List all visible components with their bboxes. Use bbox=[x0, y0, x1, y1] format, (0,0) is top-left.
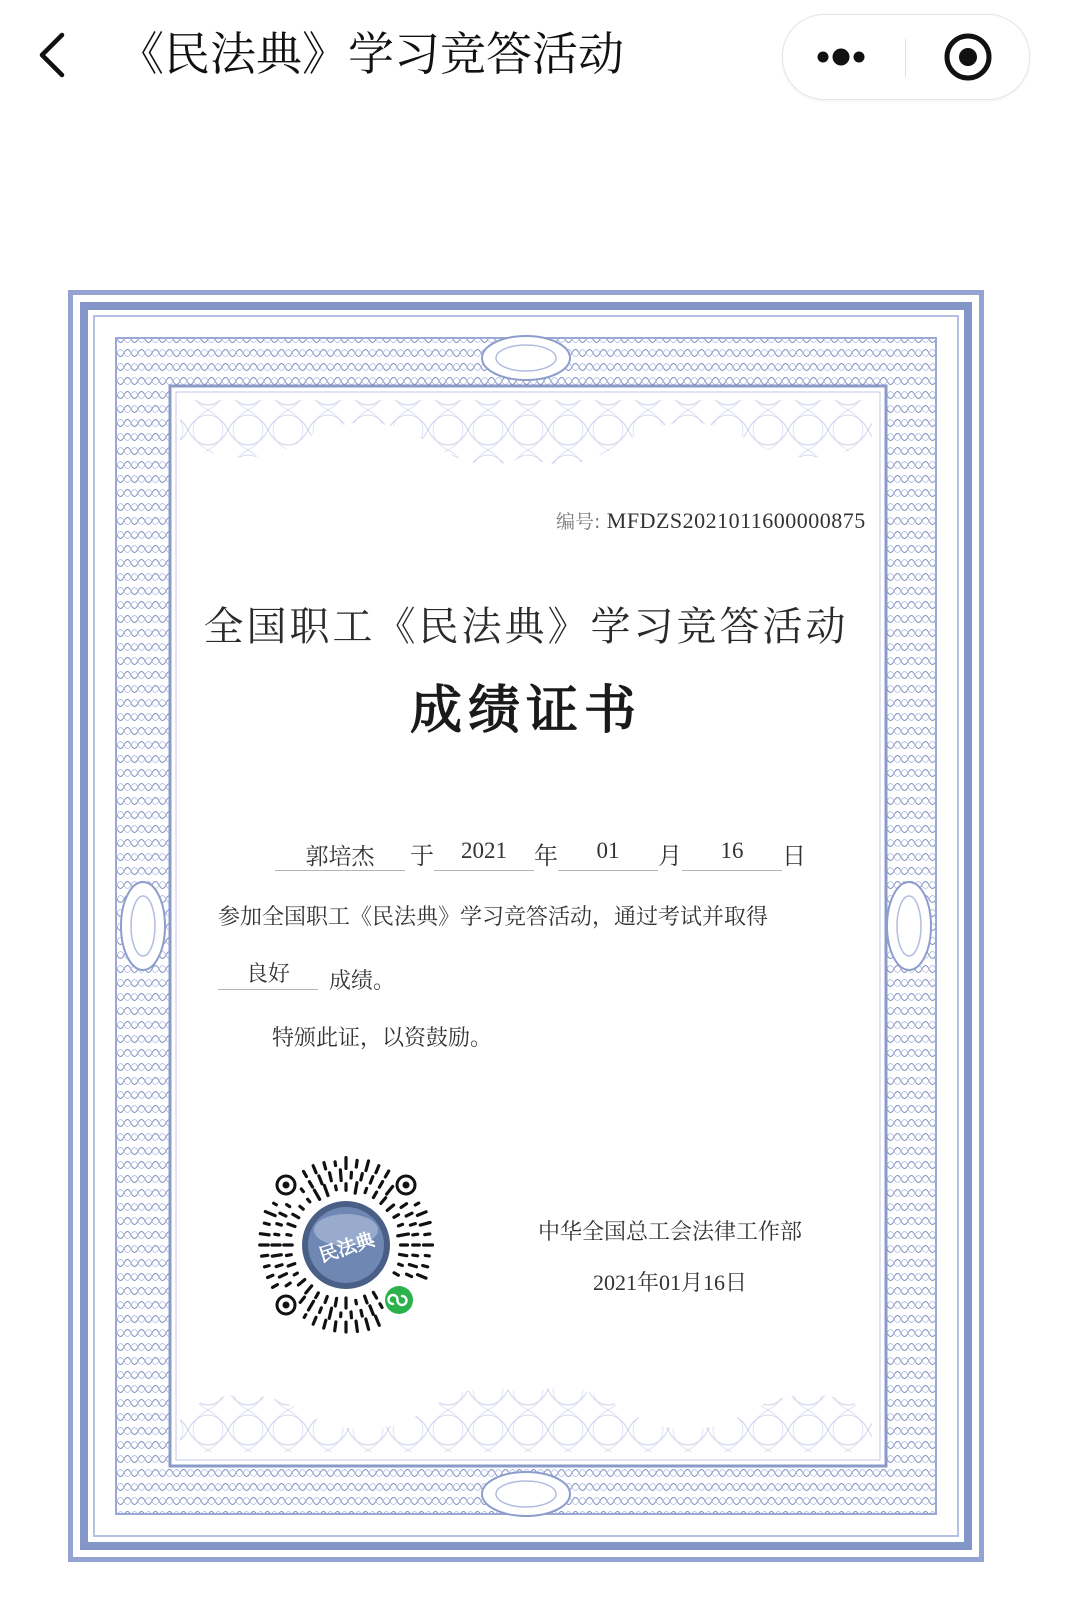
certificate-grade: 良好 bbox=[218, 957, 318, 990]
code-ray bbox=[286, 1283, 290, 1286]
code-ray bbox=[280, 1213, 286, 1216]
code-ray bbox=[385, 1171, 388, 1177]
certificate-closing: 特颁此证，以资鼓励。 bbox=[272, 1026, 493, 1051]
code-ray bbox=[324, 1185, 328, 1195]
code-ray bbox=[409, 1265, 416, 1267]
recipient-name: 郭培杰 bbox=[275, 838, 405, 871]
code-ray bbox=[361, 1310, 362, 1316]
certificate-number bbox=[556, 507, 866, 534]
navigation-bar bbox=[0, 0, 1076, 110]
code-ray bbox=[366, 1161, 369, 1171]
code-ray bbox=[398, 1224, 402, 1225]
code-ray bbox=[294, 1273, 297, 1275]
code-ray bbox=[370, 1306, 373, 1315]
code-ray bbox=[366, 1319, 369, 1329]
code-ray bbox=[306, 1286, 312, 1293]
code-ray bbox=[273, 1285, 278, 1288]
code-ray bbox=[336, 1186, 337, 1190]
certificate-number-label: 编号: bbox=[556, 511, 601, 533]
mini-program-close-icon bbox=[906, 15, 1028, 99]
code-ray bbox=[275, 1234, 279, 1235]
award-day: 16 bbox=[682, 838, 782, 871]
code-ray bbox=[413, 1255, 418, 1256]
code-ray bbox=[279, 1274, 286, 1277]
recipient-date-line bbox=[68, 838, 984, 872]
code-ray bbox=[300, 1297, 304, 1302]
code-ray bbox=[304, 1171, 307, 1176]
code-ray bbox=[309, 1182, 312, 1187]
code-ray bbox=[423, 1266, 428, 1267]
certificate-number-value: MFDZS2021011600000875 bbox=[606, 508, 866, 533]
code-ray bbox=[316, 1293, 319, 1298]
code-ray bbox=[376, 1166, 379, 1173]
code-ray bbox=[410, 1224, 415, 1226]
mini-program-code[interactable] bbox=[251, 1150, 441, 1340]
code-ray bbox=[379, 1182, 382, 1188]
code-ray bbox=[293, 1214, 299, 1217]
code-ray bbox=[329, 1308, 331, 1318]
code-ray bbox=[301, 1189, 303, 1192]
code-ray bbox=[265, 1266, 270, 1267]
code-ray bbox=[314, 1190, 319, 1199]
code-ray bbox=[415, 1203, 418, 1205]
code-ray bbox=[277, 1224, 282, 1225]
back-button[interactable] bbox=[34, 30, 74, 80]
day-unit: 日 bbox=[782, 842, 806, 870]
mini-program-capsule bbox=[782, 14, 1030, 100]
code-ray bbox=[406, 1213, 412, 1216]
certificate-subtitle: 成绩证书 bbox=[409, 680, 642, 741]
code-ray bbox=[373, 1292, 376, 1298]
code-ray bbox=[298, 1280, 304, 1285]
code-ray bbox=[324, 1320, 326, 1328]
code-ray bbox=[365, 1296, 367, 1303]
code-ray bbox=[399, 1264, 403, 1265]
certificate bbox=[68, 290, 984, 1562]
code-ray bbox=[380, 1304, 382, 1308]
more-dots-icon bbox=[783, 15, 905, 99]
more-button[interactable] bbox=[783, 15, 905, 99]
close-mini-program-button[interactable] bbox=[906, 15, 1028, 99]
code-ray bbox=[330, 1173, 332, 1181]
code-ray bbox=[288, 1264, 295, 1266]
issue-date: 2021年01月16日 bbox=[592, 1270, 747, 1295]
code-ray bbox=[260, 1234, 269, 1235]
code-ray bbox=[398, 1234, 409, 1236]
mini-program-code-icon bbox=[251, 1150, 441, 1340]
code-ray bbox=[308, 1199, 310, 1202]
page-title: 《民法典》学习竞答活动 bbox=[118, 27, 624, 81]
code-ray bbox=[373, 1192, 376, 1198]
year-unit: 年 bbox=[534, 842, 558, 870]
yu-label: 于 bbox=[410, 842, 434, 870]
code-ray bbox=[401, 1204, 406, 1208]
certificate-body-line: 参加全国职工《民法典》学习竞答活动，通过考试并取得 bbox=[218, 905, 769, 930]
code-ray bbox=[417, 1212, 426, 1216]
code-ray bbox=[262, 1255, 268, 1256]
code-ray bbox=[370, 1177, 373, 1183]
code-ray bbox=[272, 1255, 281, 1256]
code-ray bbox=[425, 1255, 429, 1256]
code-ray bbox=[420, 1222, 430, 1225]
code-ray bbox=[264, 1223, 269, 1224]
code-ray bbox=[274, 1203, 277, 1205]
code-ray bbox=[324, 1163, 326, 1169]
month-unit: 月 bbox=[658, 842, 682, 870]
certificate-title: 全国职工《民法典》学习竞答活动 bbox=[203, 604, 849, 650]
award-year: 2021 bbox=[434, 838, 534, 871]
code-ray bbox=[276, 1265, 282, 1267]
code-ray bbox=[335, 1322, 336, 1331]
code-ray bbox=[365, 1188, 367, 1192]
code-ray bbox=[320, 1308, 322, 1313]
code-ray bbox=[413, 1234, 418, 1235]
code-ray bbox=[356, 1300, 357, 1304]
code-badge-text: 民法典 bbox=[316, 1228, 378, 1268]
code-ray bbox=[381, 1198, 386, 1204]
code-ray bbox=[304, 1315, 306, 1318]
grade-suffix: 成绩。 bbox=[329, 969, 396, 994]
code-ray bbox=[325, 1297, 327, 1303]
code-ray bbox=[387, 1205, 393, 1210]
code-ray bbox=[375, 1316, 379, 1325]
code-ray bbox=[313, 1166, 316, 1173]
code-ray bbox=[355, 1183, 357, 1193]
code-ray bbox=[356, 1321, 357, 1331]
code-ray bbox=[407, 1274, 412, 1276]
code-ray bbox=[287, 1235, 291, 1236]
code-ray bbox=[300, 1206, 303, 1209]
issuer-name: 中华全国总工会法律工作部 bbox=[537, 1220, 802, 1245]
award-month: 01 bbox=[558, 838, 658, 871]
code-ray bbox=[335, 1298, 336, 1306]
code-ray bbox=[356, 1160, 357, 1167]
code-ray bbox=[394, 1215, 399, 1218]
code-ray bbox=[340, 1170, 341, 1181]
code-ray bbox=[313, 1317, 316, 1324]
code-ray bbox=[425, 1234, 430, 1235]
code-ray bbox=[399, 1254, 406, 1255]
code-ray bbox=[319, 1176, 322, 1184]
code-ray bbox=[387, 1186, 393, 1194]
code-ray bbox=[287, 1205, 290, 1207]
code-ray bbox=[361, 1174, 362, 1180]
code-ray bbox=[265, 1212, 275, 1216]
chevron-left-icon bbox=[34, 30, 74, 80]
code-ray bbox=[394, 1273, 398, 1275]
code-ray bbox=[418, 1275, 426, 1278]
code-ray bbox=[308, 1301, 313, 1310]
code-ray bbox=[288, 1224, 295, 1227]
code-ray bbox=[286, 1255, 291, 1256]
code-ray bbox=[268, 1275, 273, 1277]
